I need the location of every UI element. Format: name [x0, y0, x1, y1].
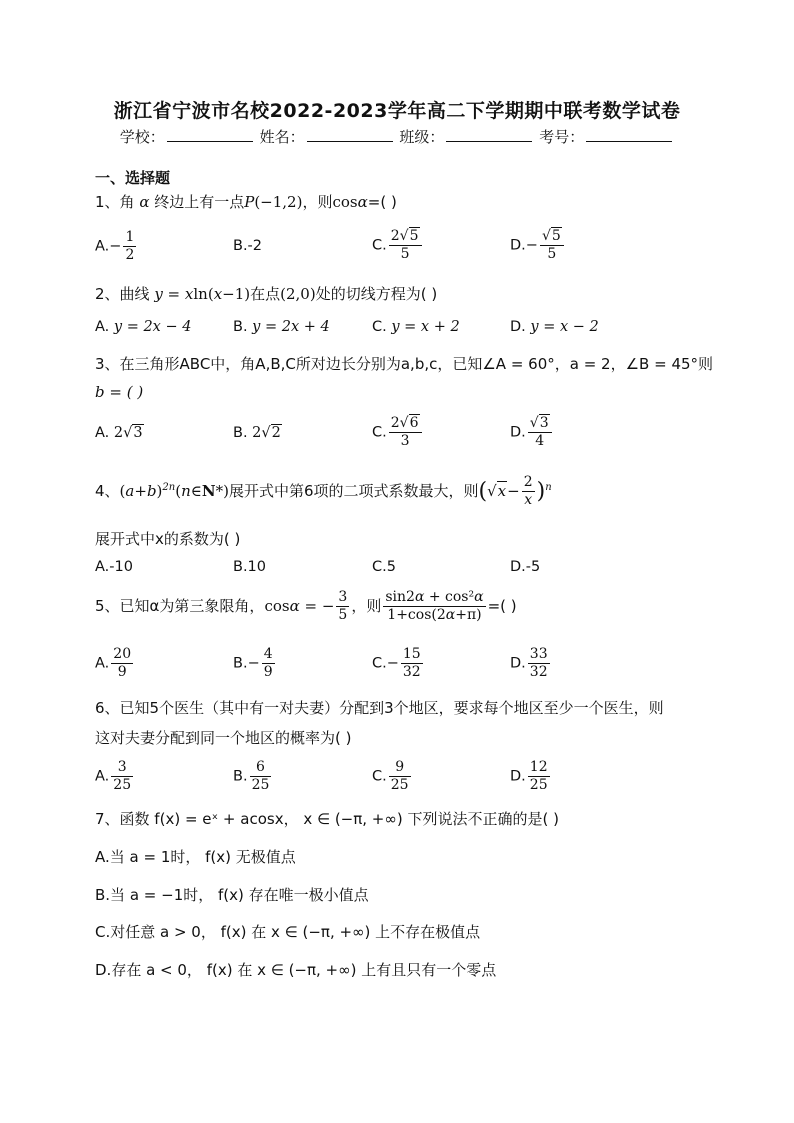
question-6-line-1: 6、已知5个医生（其中有一对夫妻）分配到3个地区，要求每个地区至少一个医生，则: [95, 699, 664, 717]
q5-option-a[interactable]: A. $\frac{20}{9}$: [95, 646, 132, 680]
q7-option-a[interactable]: A.当 a = 1时， f(x) 无极值点: [95, 848, 296, 866]
id-blank[interactable]: [586, 127, 672, 142]
id-label: 考号：: [539, 128, 585, 146]
school-label: 学校：: [119, 128, 165, 146]
question-1: 1、角 α 终边上有一点P(−1,2)，则cosα=( ): [95, 193, 397, 211]
q2-option-a[interactable]: A. y = 2x − 4: [95, 319, 192, 335]
q4-option-b[interactable]: B.10: [233, 559, 267, 575]
q1-option-c[interactable]: C. $\frac{2√5}{5}$: [372, 228, 424, 263]
q6-option-c[interactable]: C. $\frac{9}{25}$: [372, 759, 409, 793]
q1-option-a[interactable]: A.− $\frac{1}{2}$: [95, 229, 135, 263]
question-5: 5、已知α为第三象限角，cosα = − $\frac{3}{5}$ ，则 $\frac{\text{sin2α + cos²α}}{1+\cos(2\alpha+\pi)}$ =( ): [95, 589, 517, 623]
q3-option-d[interactable]: D. $\frac{√3}{4}$: [510, 415, 554, 450]
exam-title: 浙江省宁波市名校2022-2023学年高二下学期期中联考数学试卷: [113, 100, 681, 122]
q4-option-c[interactable]: C.5: [372, 559, 396, 575]
student-info-row: [0, 126, 794, 147]
q1-option-d[interactable]: D.− $\frac{√5}{5}$: [510, 228, 566, 263]
q3-option-a[interactable]: A. 2√3: [95, 425, 143, 441]
section-heading: 一、选择题: [95, 169, 171, 187]
q7-option-b[interactable]: B.当 a = −1时， f(x) 存在唯一极小值点: [95, 886, 369, 904]
q5-option-b[interactable]: B.− $\frac{4}{9}$: [233, 646, 273, 680]
q6-option-d[interactable]: D. $\frac{12}{25}$: [510, 759, 548, 793]
q2-option-b[interactable]: B. y = 2x + 4: [233, 319, 330, 335]
question-4: 4、$(a+b)^{2n}(n\in N*)$展开式中第6项的二项式系数最大，则(√x− $\frac{2}{x}$ )$^n$: [95, 474, 552, 508]
name-blank[interactable]: [307, 127, 393, 142]
q2-option-d[interactable]: D. y = x − 2: [510, 319, 599, 335]
q5-option-c[interactable]: C.− $\frac{15}{32}$: [372, 646, 421, 680]
q6-option-b[interactable]: B. $\frac{6}{25}$: [233, 759, 270, 793]
question-3-line-1: 3、在三角形ABC中，角A,B,C所对边长分别为a,b,c，已知∠A = 60°，a = 2，∠B = 45°则: [95, 355, 714, 373]
class-blank[interactable]: [446, 127, 532, 142]
question-6-line-2: 这对夫妻分配到同一个地区的概率为( ): [95, 729, 352, 747]
q6-option-a[interactable]: A. $\frac{3}{25}$: [95, 759, 132, 793]
question-4-line-2: 展开式中x的系数为( ): [95, 530, 241, 548]
q4-option-d[interactable]: D.-5: [510, 559, 541, 575]
q1-option-b[interactable]: B.-2: [233, 238, 263, 254]
question-3-line-2: b = ( ): [95, 383, 144, 401]
question-2: 2、曲线 y = xln(x−1)在点(2,0)处的切线方程为( ): [95, 285, 438, 303]
question-7: 7、函数 f(x) = eˣ + acosx， x ∈ (−π, +∞) 下列说法不正确的是( ): [95, 810, 559, 828]
name-label: 姓名：: [259, 128, 305, 146]
q7-option-c[interactable]: C.对任意 a > 0， f(x) 在 x ∈ (−π, +∞) 上不存在极值点: [95, 923, 481, 941]
q2-option-c[interactable]: C. y = x + 2: [372, 319, 460, 335]
q7-option-d[interactable]: D.存在 a < 0， f(x) 在 x ∈ (−π, +∞) 上有且只有一个零点: [95, 961, 497, 979]
q3-option-b[interactable]: B. 2√2: [233, 425, 281, 441]
class-label: 班级：: [399, 128, 445, 146]
q5-option-d[interactable]: D. $\frac{33}{32}$: [510, 646, 548, 680]
q3-option-c[interactable]: C. $\frac{2√6}{3}$: [372, 415, 424, 450]
q4-option-a[interactable]: A.-10: [95, 559, 133, 575]
school-blank[interactable]: [167, 127, 253, 142]
